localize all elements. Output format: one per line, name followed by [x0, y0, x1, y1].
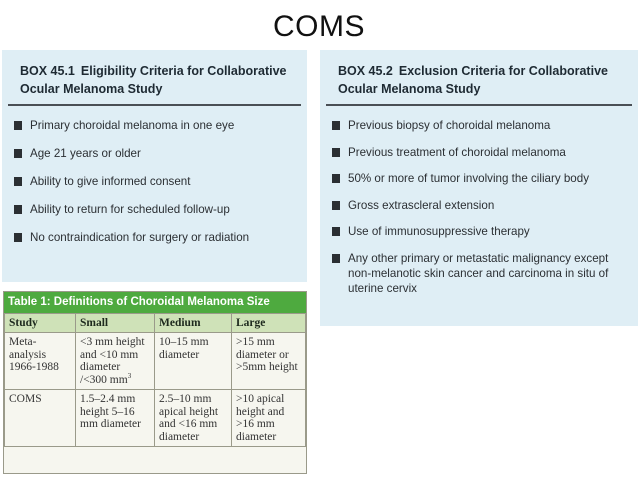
square-bullet-icon	[14, 233, 22, 242]
eligibility-list	[2, 106, 307, 245]
list-item	[12, 146, 297, 161]
list-item-text: Previous treatment of choroidal melanoma	[348, 145, 566, 159]
square-bullet-icon	[332, 174, 340, 183]
slide-title: COMS	[273, 10, 365, 43]
list-item	[330, 251, 628, 296]
cell-study: Meta-analysis 1966-1988	[5, 333, 76, 390]
list-item-text: 50% or more of tumor involving the ciliary body	[348, 172, 590, 185]
eligibility-box-title: Eligibility Criteria for Collaborative Ocular Melanoma Study	[20, 64, 287, 96]
cell-large: >15 mm diameter or >5mm height	[232, 333, 306, 390]
cell-small	[76, 390, 155, 447]
list-item	[330, 118, 628, 133]
list-item	[12, 230, 297, 245]
list-item-text: Primary choroidal melanoma in one eye	[30, 119, 235, 132]
list-item-text: Gross extrascleral extension	[348, 198, 495, 212]
table-row	[5, 333, 306, 390]
list-item	[12, 118, 297, 133]
list-item	[330, 145, 628, 160]
cell-medium: 2.5–10 mm apical height and <16 mm diameter	[155, 390, 232, 447]
column-header-small: Small	[76, 314, 155, 333]
cell-small-text: 1.5–2.4 mm height 5–16 mm diameter	[80, 393, 141, 430]
exclusion-box-number: BOX 45.2	[338, 64, 393, 78]
exclusion-box-title: Exclusion Criteria for Collaborative Ocular Melanoma Study	[338, 64, 608, 96]
list-item-text: Previous biopsy of choroidal melanoma	[348, 119, 551, 132]
superscript: 3	[127, 371, 132, 380]
square-bullet-icon	[14, 149, 22, 158]
list-item	[330, 224, 628, 239]
list-item-text: Age 21 years or older	[30, 147, 141, 160]
column-header-study: Study	[5, 314, 76, 333]
square-bullet-icon	[332, 227, 340, 236]
square-bullet-icon	[332, 201, 340, 210]
column-header-medium: Medium	[155, 314, 232, 333]
square-bullet-icon	[332, 254, 340, 263]
eligibility-criteria-box	[2, 50, 307, 282]
cell-medium: 10–15 mm diameter	[155, 333, 232, 390]
table-header-row	[5, 314, 306, 333]
list-item	[12, 202, 297, 217]
list-item-text: Any other primary or metastatic malignancy except non-melanotic skin cancer and carcinoma in situ of uterine cervix	[348, 251, 609, 295]
square-bullet-icon	[14, 205, 22, 214]
list-item-text: No contraindication for surgery or radiation	[30, 231, 250, 244]
exclusion-list	[320, 106, 638, 296]
square-bullet-icon	[14, 177, 22, 186]
column-header-large: Large	[232, 314, 306, 333]
square-bullet-icon	[332, 121, 340, 130]
square-bullet-icon	[332, 148, 340, 157]
exclusion-box-heading	[326, 50, 632, 106]
list-item	[330, 198, 628, 213]
exclusion-criteria-box	[320, 50, 638, 326]
melanoma-size-table	[3, 291, 307, 474]
cell-study: COMS	[5, 390, 76, 447]
cell-small-text: <3 mm height and <10 mm diameter /<300 mm	[80, 336, 145, 386]
table-row	[5, 390, 306, 447]
list-item-text: Ability to return for scheduled follow-up	[30, 203, 230, 216]
list-item	[12, 174, 297, 189]
cell-small	[76, 333, 155, 390]
square-bullet-icon	[14, 121, 22, 130]
cell-large: >10 apical height and >16 mm diameter	[232, 390, 306, 447]
list-item-text: Use of immunosuppressive therapy	[348, 225, 530, 238]
table-title: Table 1: Definitions of Choroidal Melanoma Size	[4, 292, 306, 313]
eligibility-box-number: BOX 45.1	[20, 64, 75, 78]
size-definitions-table	[4, 313, 306, 447]
eligibility-box-heading	[8, 50, 301, 106]
list-item	[330, 171, 628, 186]
list-item-text: Ability to give informed consent	[30, 175, 191, 188]
